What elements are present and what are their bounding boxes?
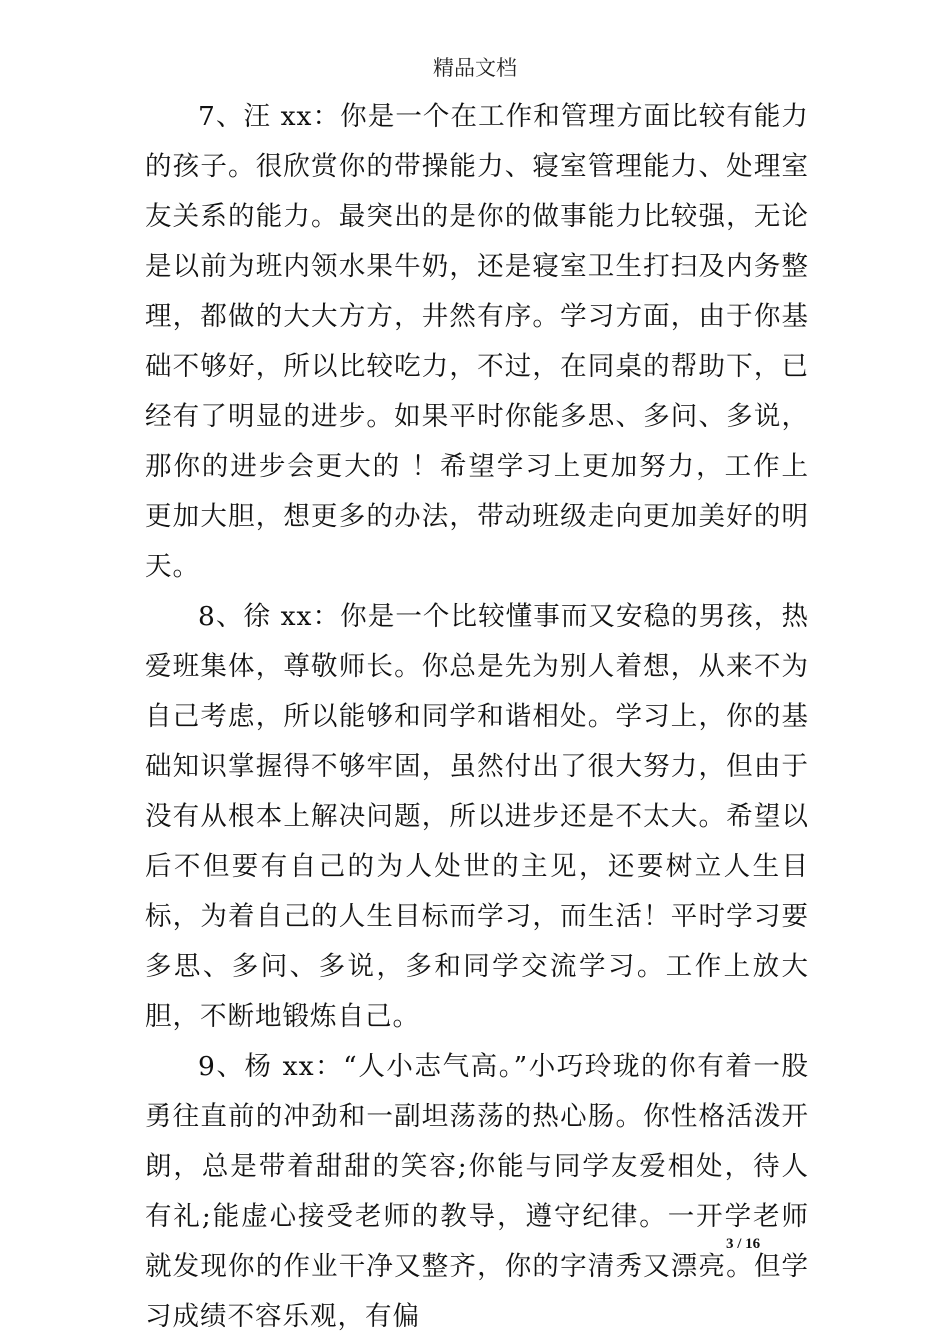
page-number: 3 / 16 xyxy=(726,1236,761,1252)
paragraph-comment-7: 7、汪 xx：你是一个在工作和管理方面比较有能力的孩子。很欣赏你的带操能力、寝室管理能力、处理室友关系的能力。最突出的是你的做事能力比较强，无论是以前为班内领水果牛奶，还是寝室卫生打扫及内务整理，都做的大大方方，井然有序。学习方面，由于你基础不够好，所以比较吃力，不过，在同桌的帮助下，已经有了明显的进步。如果平时你能多思、多问、多说，那你的进步会更大的 ！希望学习上更加努力，工作上更加大胆，想更多的办法，带动班级走向更加美好的明天。 xyxy=(145,101,809,582)
paragraph-comment-9: 9、杨 xx：“人小志气高。”小巧玲珑的你有着一股勇往直前的冲劲和一副坦荡荡的热心肠。你性格活泼开朗，总是带着甜甜的笑容;你能与同学友爱相处，待人有礼;能虚心接受老师的教导，遵守纪律。一开学老师就发现你的作业干净又整齐，你的字清秀又漂亮。但学习成绩不容乐观，有偏 xyxy=(145,1051,809,1332)
paragraph-comment-8: 8、徐 xx：你是一个比较懂事而又安稳的男孩，热爱班集体，尊敬师长。你总是先为别人着想，从来不为自己考虑，所以能够和同学和谐相处。学习上，你的基础知识掌握得不够牢固，虽然付出了很大努力，但由于没有从根本上解决问题，所以进步还是不太大。希望以后不但要有自己的为人处世的主见，还要树立人生目标，为着自己的人生目标而学习，而生活！平时学习要多思、多问、多说，多和同学交流学习。工作上放大胆，不断地锻炼自己。 xyxy=(145,601,809,1032)
page-header-title: 精品文档 xyxy=(433,56,517,80)
document-body xyxy=(145,92,809,1342)
